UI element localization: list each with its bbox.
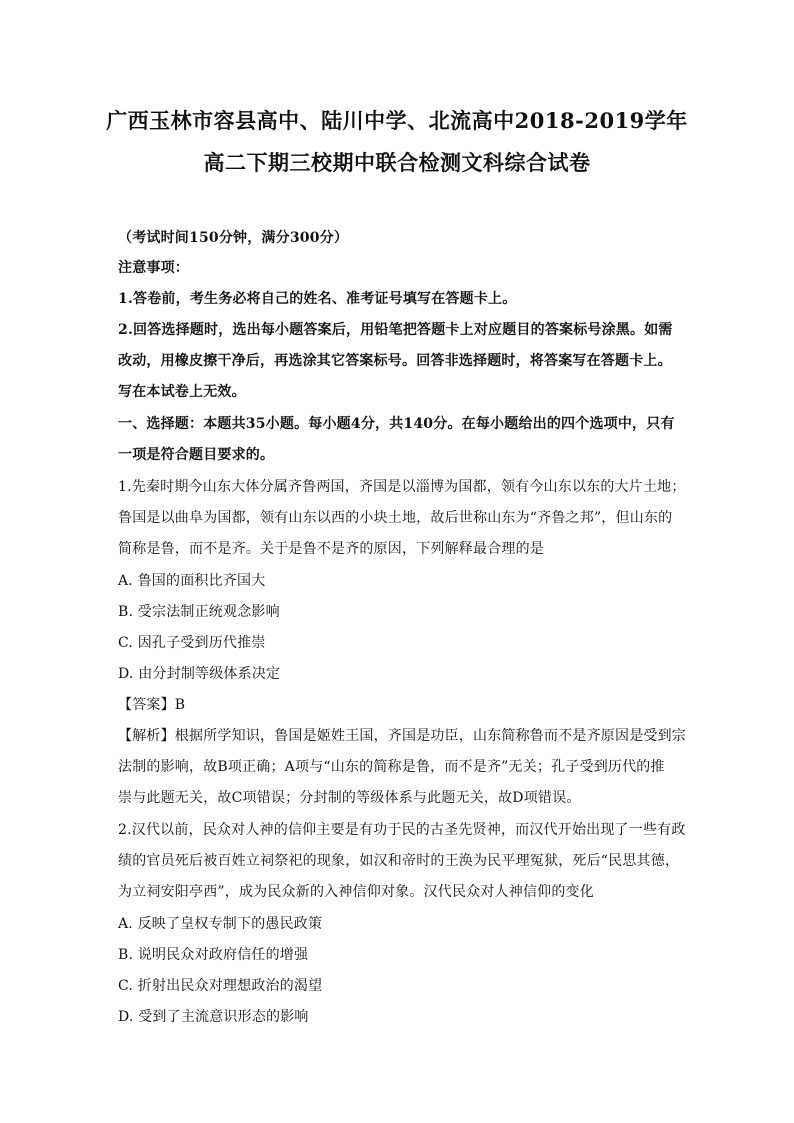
notice-item-2-line-1: 2.回答选择题时，选出每小题答案后，用铅笔把答题卡上对应题目的答案标号涂黑。如需 <box>118 322 673 338</box>
question-2-option-a: A. 反映了皇权专制下的愚民政策 <box>118 916 323 932</box>
question-1-option-d: D. 由分封制等级体系决定 <box>118 666 281 682</box>
notice-heading: 注意事项： <box>118 260 189 276</box>
question-2-option-c: C. 折射出民众对理想政治的渴望 <box>118 978 323 994</box>
question-2-stem-line-2: 绩的官员死后被百姓立祠祭祀的现象，如汉和帝时的王涣为民平理冤狱，死后“民思其德， <box>118 853 680 869</box>
exam-info: （考试时间150分钟，满分300分） <box>118 230 349 246</box>
question-1-stem-line-3: 简称是鲁，而不是齐。关于是鲁不是齐的原因，下列解释最合理的是 <box>118 541 544 557</box>
question-2-option-b: B. 说明民众对政府信任的增强 <box>118 947 309 963</box>
question-1-analysis-line-3: 崇与此题无关，故C项错误；分封制的等级体系与此题无关，故D项错误。 <box>118 790 581 806</box>
notice-item-1: 1.答卷前，考生务必将自己的姓名、准考证号填写在答题卡上。 <box>118 291 517 307</box>
question-2-stem-line-1: 2.汉代以前，民众对人神的信仰主要是有功于民的古圣先贤神，而汉代开始出现了一些有政 <box>118 822 686 838</box>
question-2-option-d: D. 受到了主流意识形态的影响 <box>118 1009 309 1025</box>
question-1-option-c: C. 因孔子受到历代推崇 <box>118 635 266 651</box>
question-2-stem-line-3: 为立祠安阳亭西”，成为民众新的入神信仰对象。汉代民众对人神信仰的变化 <box>118 884 594 900</box>
question-1-option-b: B. 受宗法制正统观念影响 <box>118 604 280 620</box>
question-1-stem-line-1: 1.先秦时期今山东大体分属齐鲁两国，齐国是以淄博为国都，领有今山东以东的大片土地； <box>118 479 686 495</box>
question-1-analysis-line-1: 【解析】根据所学知识，鲁国是姬姓王国，齐国是功臣，山东简称鲁而不是齐原因是受到宗 <box>118 728 686 744</box>
section-heading-line-1: 一、选择题：本题共35小题。每小题4分，共140分。在每小题给出的四个选项中，只有 <box>118 416 675 432</box>
notice-item-2-line-2: 改动，用橡皮擦干净后，再选涂其它答案标号。回答非选择题时，将答案写在答题卡上。 <box>118 353 672 369</box>
section-heading-line-2: 一项是符合题目要求的。 <box>118 447 275 463</box>
question-1-analysis-line-2: 法制的影响，故B项正确；A项与“山东的简称是鲁，而不是齐”无关；孔子受到历代的推 <box>118 759 665 775</box>
document-title-line-2: 高二下期三校期中联合检测文科综合试卷 <box>203 150 591 175</box>
notice-item-2-line-3: 写在本试卷上无效。 <box>118 384 246 400</box>
question-1-stem-line-2: 鲁国是以曲阜为国都，领有山东以西的小块土地，故后世称山东为“齐鲁之邦”，但山东的 <box>118 510 673 526</box>
document-title-line-1: 广西玉林市容县高中、陆川中学、北流高中2018-2019学年 <box>106 108 688 133</box>
question-1-option-a: A. 鲁国的面积比齐国大 <box>118 573 266 589</box>
question-1-answer: 【答案】B <box>118 697 186 713</box>
